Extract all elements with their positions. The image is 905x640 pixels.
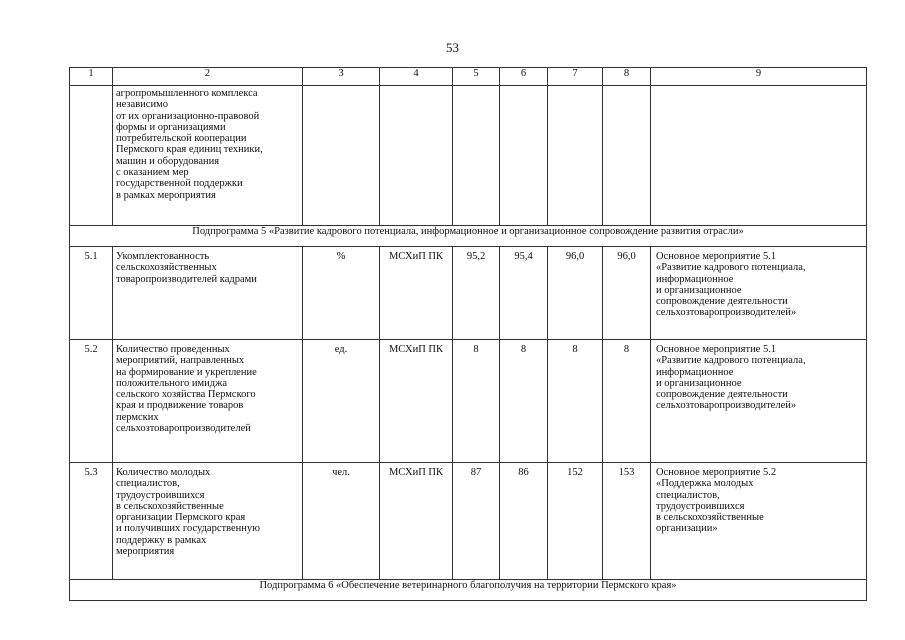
- header-cell-1: 1: [70, 68, 113, 86]
- cell-v5: 87: [453, 463, 500, 580]
- cell-v8: [603, 86, 651, 226]
- subprogram-5-title: Подпрограмма 5 «Развитие кадрового потенциала, информационное и организационное сопровождение развития отрасли»: [70, 226, 867, 247]
- cell-v5: [453, 86, 500, 226]
- cell-responsible: [380, 86, 453, 226]
- cell-v6: [500, 86, 548, 226]
- subprogram-row: [70, 226, 867, 247]
- cell-responsible: МСХиП ПК: [380, 247, 453, 340]
- cell-v6: 8: [500, 340, 548, 463]
- cell-responsible: МСХиП ПК: [380, 340, 453, 463]
- cell-v7: [548, 86, 603, 226]
- cell-indicator: Укомплектованность сельскохозяйственных товаропроизводителей кадрами: [113, 247, 303, 340]
- cell-num: 5.1: [70, 247, 113, 340]
- header-cell-3: 3: [303, 68, 380, 86]
- subprogram-row: [70, 580, 867, 601]
- cell-v5: 95,2: [453, 247, 500, 340]
- header-cell-9: 9: [651, 68, 867, 86]
- cell-event: Основное мероприятие 5.1 «Развитие кадрового потенциала, информационное и организационное сопровождение деятельности сельхозтоваропроизводителей»: [651, 340, 867, 463]
- cell-unit: %: [303, 247, 380, 340]
- cell-v7: 152: [548, 463, 603, 580]
- cell-indicator: агропромышленного комплекса независимо от их организационно-правовой формы и организациями потребительской кооперации Пермского края единиц техники, машин и оборудования с оказанием мер государственной поддержки в рамках мероприятия: [113, 86, 303, 226]
- cell-unit: ед.: [303, 340, 380, 463]
- cell-event: Основное мероприятие 5.1 «Развитие кадрового потенциала, информационное и организационное сопровождение деятельности сельхозтоваропроизводителей»: [651, 247, 867, 340]
- cell-num: 5.3: [70, 463, 113, 580]
- cell-v7: 8: [548, 340, 603, 463]
- header-cell-5: 5: [453, 68, 500, 86]
- header-row: [70, 68, 867, 86]
- page-number: 53: [446, 40, 459, 55]
- cell-v6: 95,4: [500, 247, 548, 340]
- indicators-table: [69, 67, 867, 601]
- cell-indicator: Количество проведенных мероприятий, направленных на формирование и укрепление положительного имиджа сельского хозяйства Пермского края и продвижение товаров пермских сельхозтоваропроизводителей: [113, 340, 303, 463]
- cell-num: 5.2: [70, 340, 113, 463]
- header-cell-4: 4: [380, 68, 453, 86]
- cell-num: [70, 86, 113, 226]
- subprogram-6-title: Подпрограмма 6 «Обеспечение ветеринарного благополучия на территории Пермского края»: [70, 580, 867, 601]
- cell-unit: [303, 86, 380, 226]
- cell-v5: 8: [453, 340, 500, 463]
- cell-v8: 153: [603, 463, 651, 580]
- cell-event: [651, 86, 867, 226]
- cell-responsible: МСХиП ПК: [380, 463, 453, 580]
- table-row: [70, 86, 867, 226]
- cell-v8: 8: [603, 340, 651, 463]
- cell-v6: 86: [500, 463, 548, 580]
- cell-unit: чел.: [303, 463, 380, 580]
- cell-v7: 96,0: [548, 247, 603, 340]
- header-cell-6: 6: [500, 68, 548, 86]
- table-row: [70, 463, 867, 580]
- header-cell-8: 8: [603, 68, 651, 86]
- cell-indicator: Количество молодых специалистов, трудоустроившихся в сельскохозяйственные организации Пермского края и получивших государственную поддержку в рамках мероприятия: [113, 463, 303, 580]
- cell-event: Основное мероприятие 5.2 «Поддержка молодых специалистов, трудоустроившихся в сельскохозяйственные организации»: [651, 463, 867, 580]
- table-row: [70, 247, 867, 340]
- cell-v8: 96,0: [603, 247, 651, 340]
- table-row: [70, 340, 867, 463]
- header-cell-2: 2: [113, 68, 303, 86]
- header-cell-7: 7: [548, 68, 603, 86]
